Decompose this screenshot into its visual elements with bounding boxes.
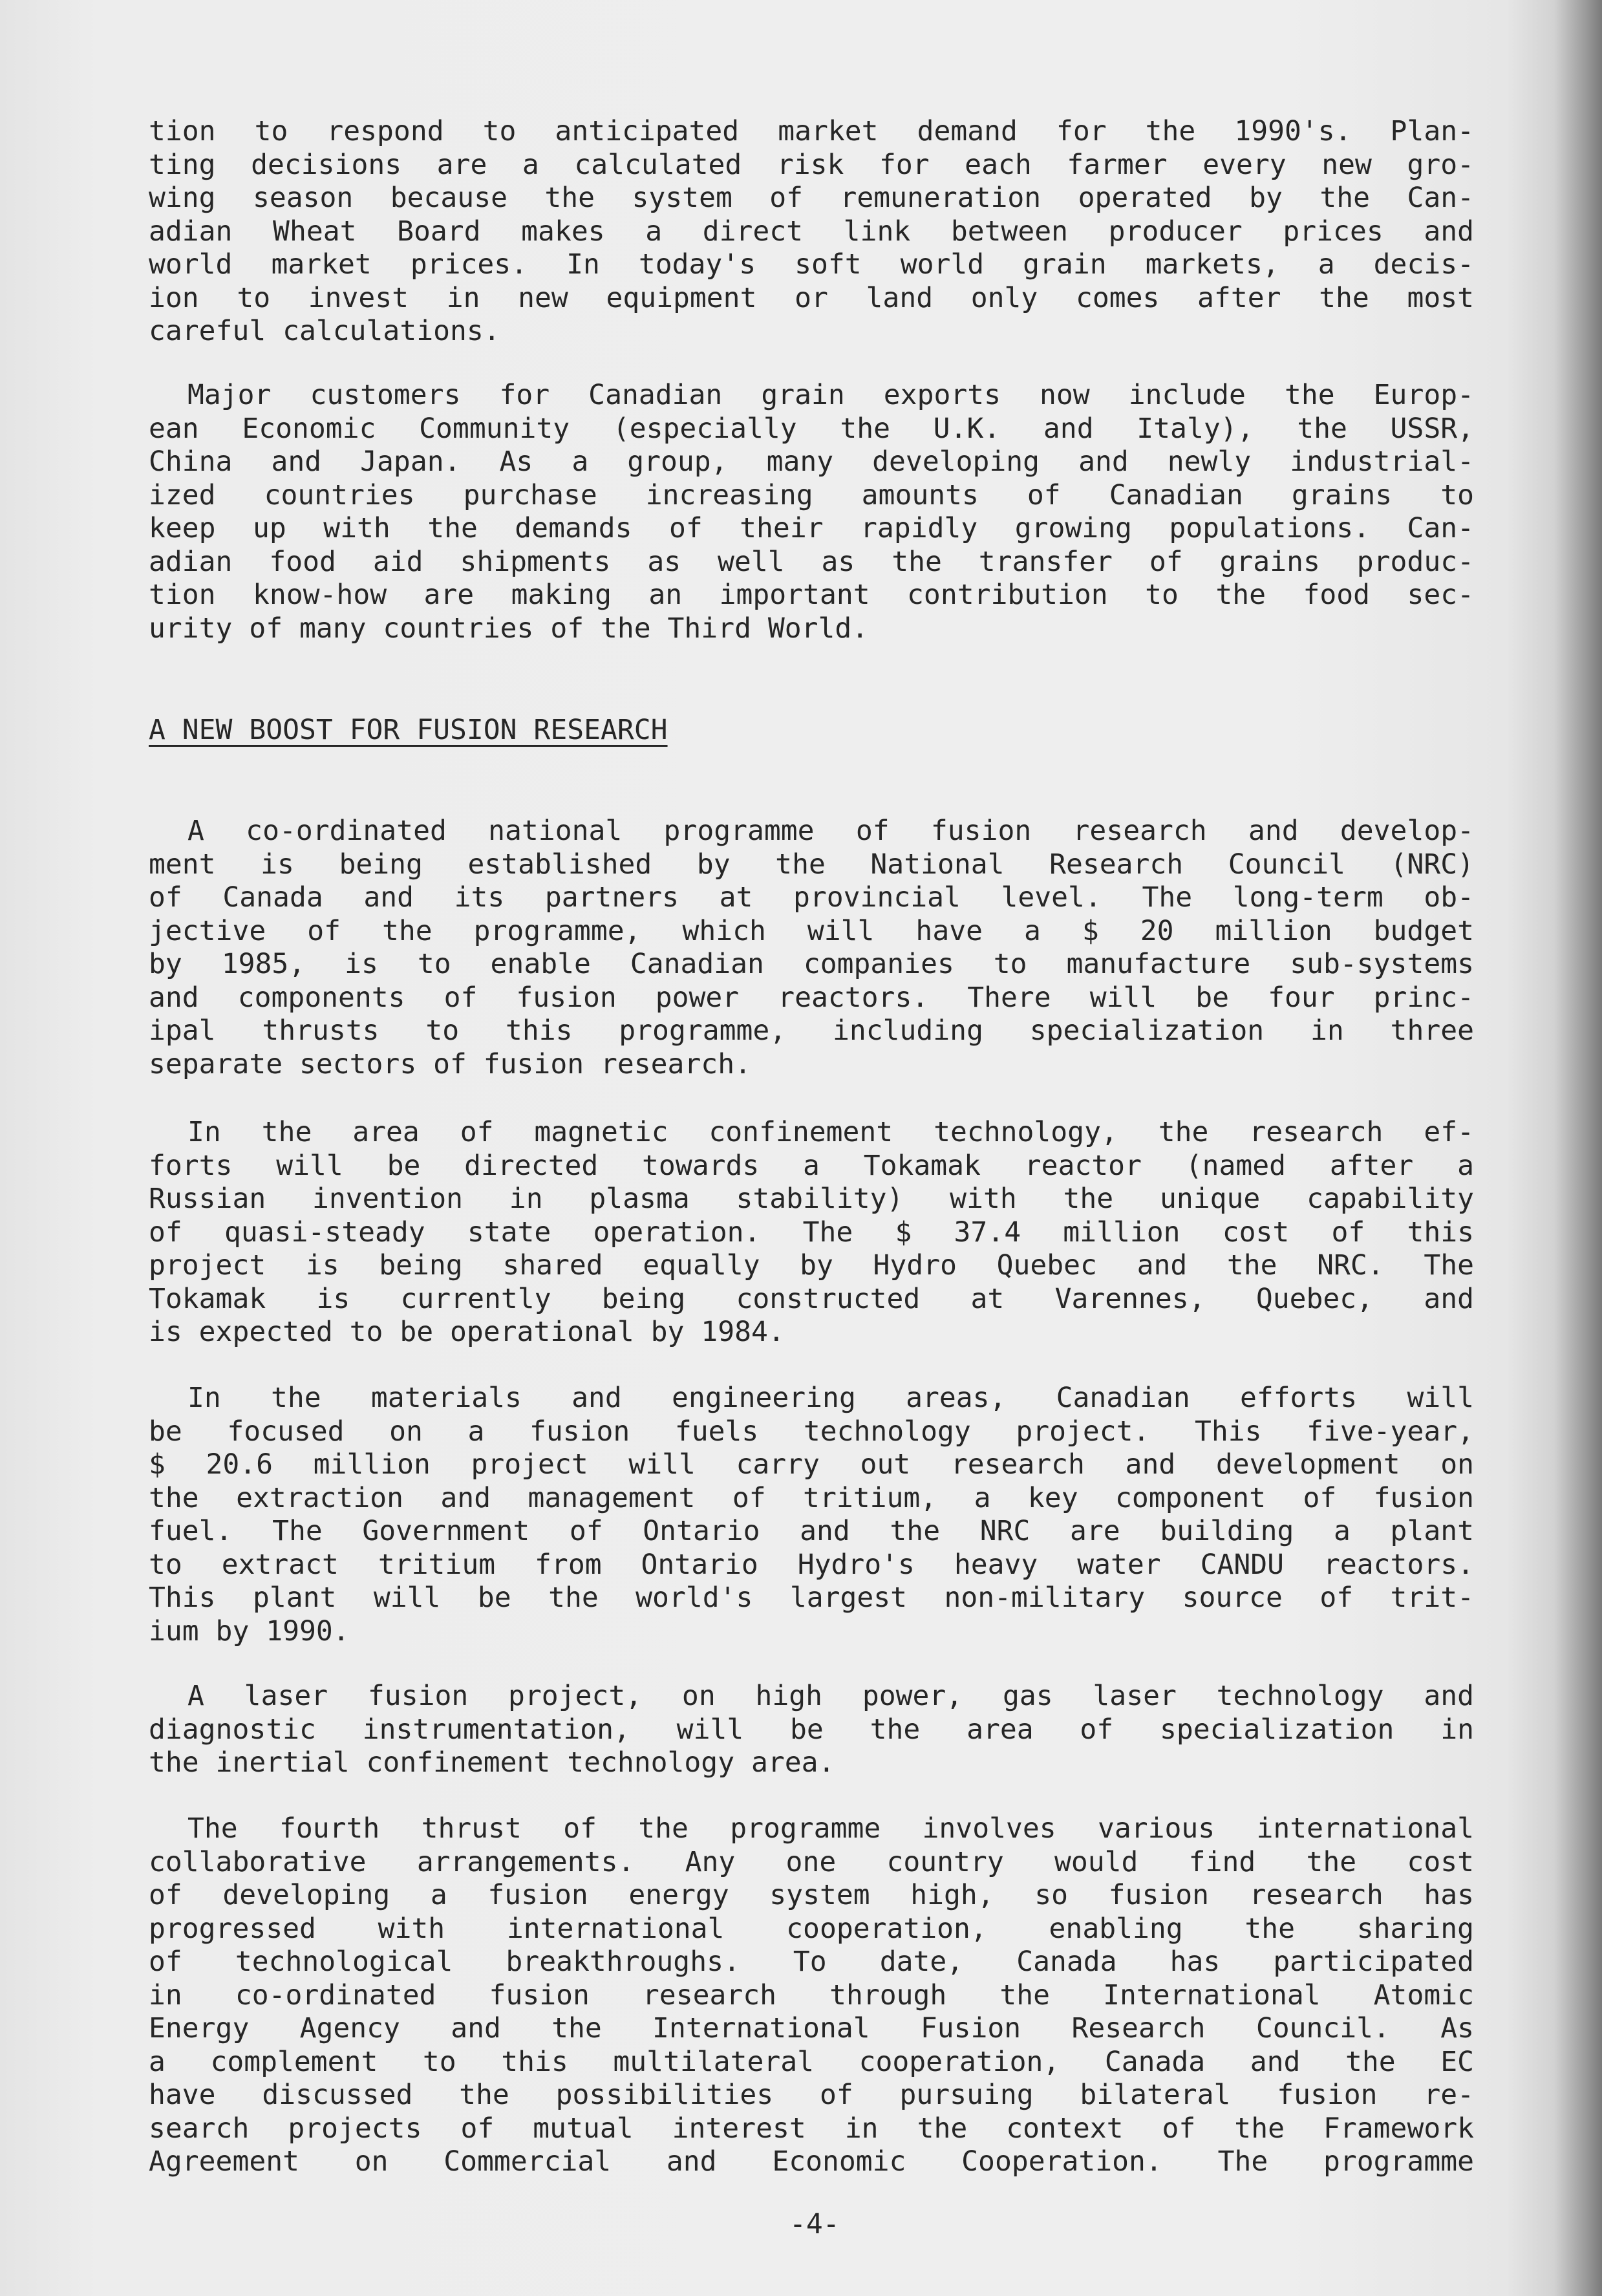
text-line: ium by 1990.: [149, 1615, 350, 1647]
text-line: ting decisions are a calculated risk for each farmer every new gro-: [149, 148, 1474, 181]
text-line: of quasi-steady state operation. The $ 37.4 million cost of this: [149, 1216, 1474, 1249]
text-line: adian food aid shipments as well as the transfer of grains produc-: [149, 545, 1474, 578]
text-line: by 1985, is to enable Canadian companies to manufacture sub-systems: [149, 948, 1474, 980]
text-line: tion know-how are making an important contribution to the food sec-: [149, 579, 1474, 611]
text-line: A laser fusion project, on high power, gas laser technology and: [187, 1680, 1474, 1712]
text-line: of developing a fusion energy system high, so fusion research has: [149, 1879, 1474, 1911]
text-line: keep up with the demands of their rapidly growing populations. Can-: [149, 512, 1474, 544]
text-line: separate sectors of fusion research.: [149, 1047, 751, 1080]
text-line: the extraction and management of tritium, a key component of fusion: [149, 1481, 1474, 1514]
text-line: ipal thrusts to this programme, including specialization in three: [149, 1014, 1474, 1047]
paragraph-national-programme: [149, 815, 1474, 1081]
text-line: In the area of magnetic confinement technology, the research ef-: [187, 1116, 1474, 1148]
text-line: progressed with international cooperation, enabling the sharing: [149, 1912, 1474, 1945]
text-line: urity of many countries of the Third World.: [149, 612, 869, 645]
paragraph-grain-planting: [149, 115, 1474, 349]
text-line: project is being shared equally by Hydro Quebec and the NRC. The: [149, 1249, 1474, 1282]
text-line: the inertial confinement technology area.: [149, 1746, 835, 1779]
text-line: world market prices. In today's soft world grain markets, a decis-: [149, 248, 1474, 281]
text-line: of Canada and its partners at provincial level. The long-term ob-: [149, 881, 1474, 914]
text-line: jective of the programme, which will have a $ 20 million budget: [149, 914, 1474, 947]
text-line: fuel. The Government of Ontario and the NRC are building a plant: [149, 1515, 1474, 1547]
text-line: be focused on a fusion fuels technology project. This five-year,: [149, 1415, 1474, 1448]
paragraph-magnetic-confinement: [149, 1116, 1474, 1349]
paragraph-international-collaboration: [149, 1812, 1474, 2179]
text-line: Russian invention in plasma stability) with the unique capability: [149, 1183, 1474, 1215]
text-line: is expected to be operational by 1984.: [149, 1316, 785, 1348]
text-line: collaborative arrangements. Any one country would find the cost: [149, 1845, 1474, 1878]
text-line: Tokamak is currently being constructed at Varennes, Quebec, and: [149, 1282, 1474, 1315]
paragraph-laser-fusion: [149, 1680, 1474, 1780]
text-line: ean Economic Community (especially the U.K. and Italy), the USSR,: [149, 412, 1474, 445]
text-line: This plant will be the world's largest non-military source of trit-: [149, 1582, 1474, 1614]
text-line: ized countries purchase increasing amounts of Canadian grains to: [149, 478, 1474, 511]
text-line: in co-ordinated fusion research through the International Atomic: [149, 1979, 1474, 2012]
text-line: The fourth thrust of the programme involves various international: [187, 1812, 1474, 1845]
text-line: search projects of mutual interest in the context of the Framework: [149, 2112, 1474, 2145]
text-line: Agreement on Commercial and Economic Cooperation. The programme: [149, 2145, 1474, 2178]
text-line: forts will be directed towards a Tokamak reactor (named after a: [149, 1149, 1474, 1182]
text-line: a complement to this multilateral cooperation, Canada and the EC: [149, 2045, 1474, 2078]
text-line: adian Wheat Board makes a direct link between producer prices and: [149, 215, 1474, 248]
text-line: careful calculations.: [149, 315, 500, 347]
text-line: wing season because the system of remuneration operated by the Can-: [149, 182, 1474, 214]
text-line: tion to respond to anticipated market demand for the 1990's. Plan-: [149, 115, 1474, 147]
text-line: $ 20.6 million project will carry out research and development on: [149, 1448, 1474, 1481]
paragraph-major-customers: [149, 379, 1474, 645]
text-line: and components of fusion power reactors. There will be four princ-: [149, 981, 1474, 1014]
paragraph-materials-engineering: [149, 1382, 1474, 1648]
text-line: to extract tritium from Ontario Hydro's heavy water CANDU reactors.: [149, 1548, 1474, 1581]
text-line: have discussed the possibilities of pursuing bilateral fusion re-: [149, 2079, 1474, 2111]
text-line: ion to invest in new equipment or land only comes after the most: [149, 281, 1474, 314]
text-line: of technological breakthroughs. To date, Canada has participated: [149, 1946, 1474, 1978]
text-line: ment is being established by the National Research Council (NRC): [149, 848, 1474, 881]
text-line: China and Japan. As a group, many developing and newly industrial-: [149, 445, 1474, 478]
page-number: -4-: [789, 2208, 840, 2240]
section-heading: A NEW BOOST FOR FUSION RESEARCH: [149, 714, 668, 746]
text-line: In the materials and engineering areas, Canadian efforts will: [187, 1382, 1474, 1414]
text-line: A co-ordinated national programme of fusion research and develop-: [187, 815, 1474, 847]
text-line: Major customers for Canadian grain exports now include the Europ-: [187, 379, 1474, 411]
text-line: diagnostic instrumentation, will be the area of specialization in: [149, 1713, 1474, 1746]
text-line: Energy Agency and the International Fusion Research Council. As: [149, 2012, 1474, 2044]
